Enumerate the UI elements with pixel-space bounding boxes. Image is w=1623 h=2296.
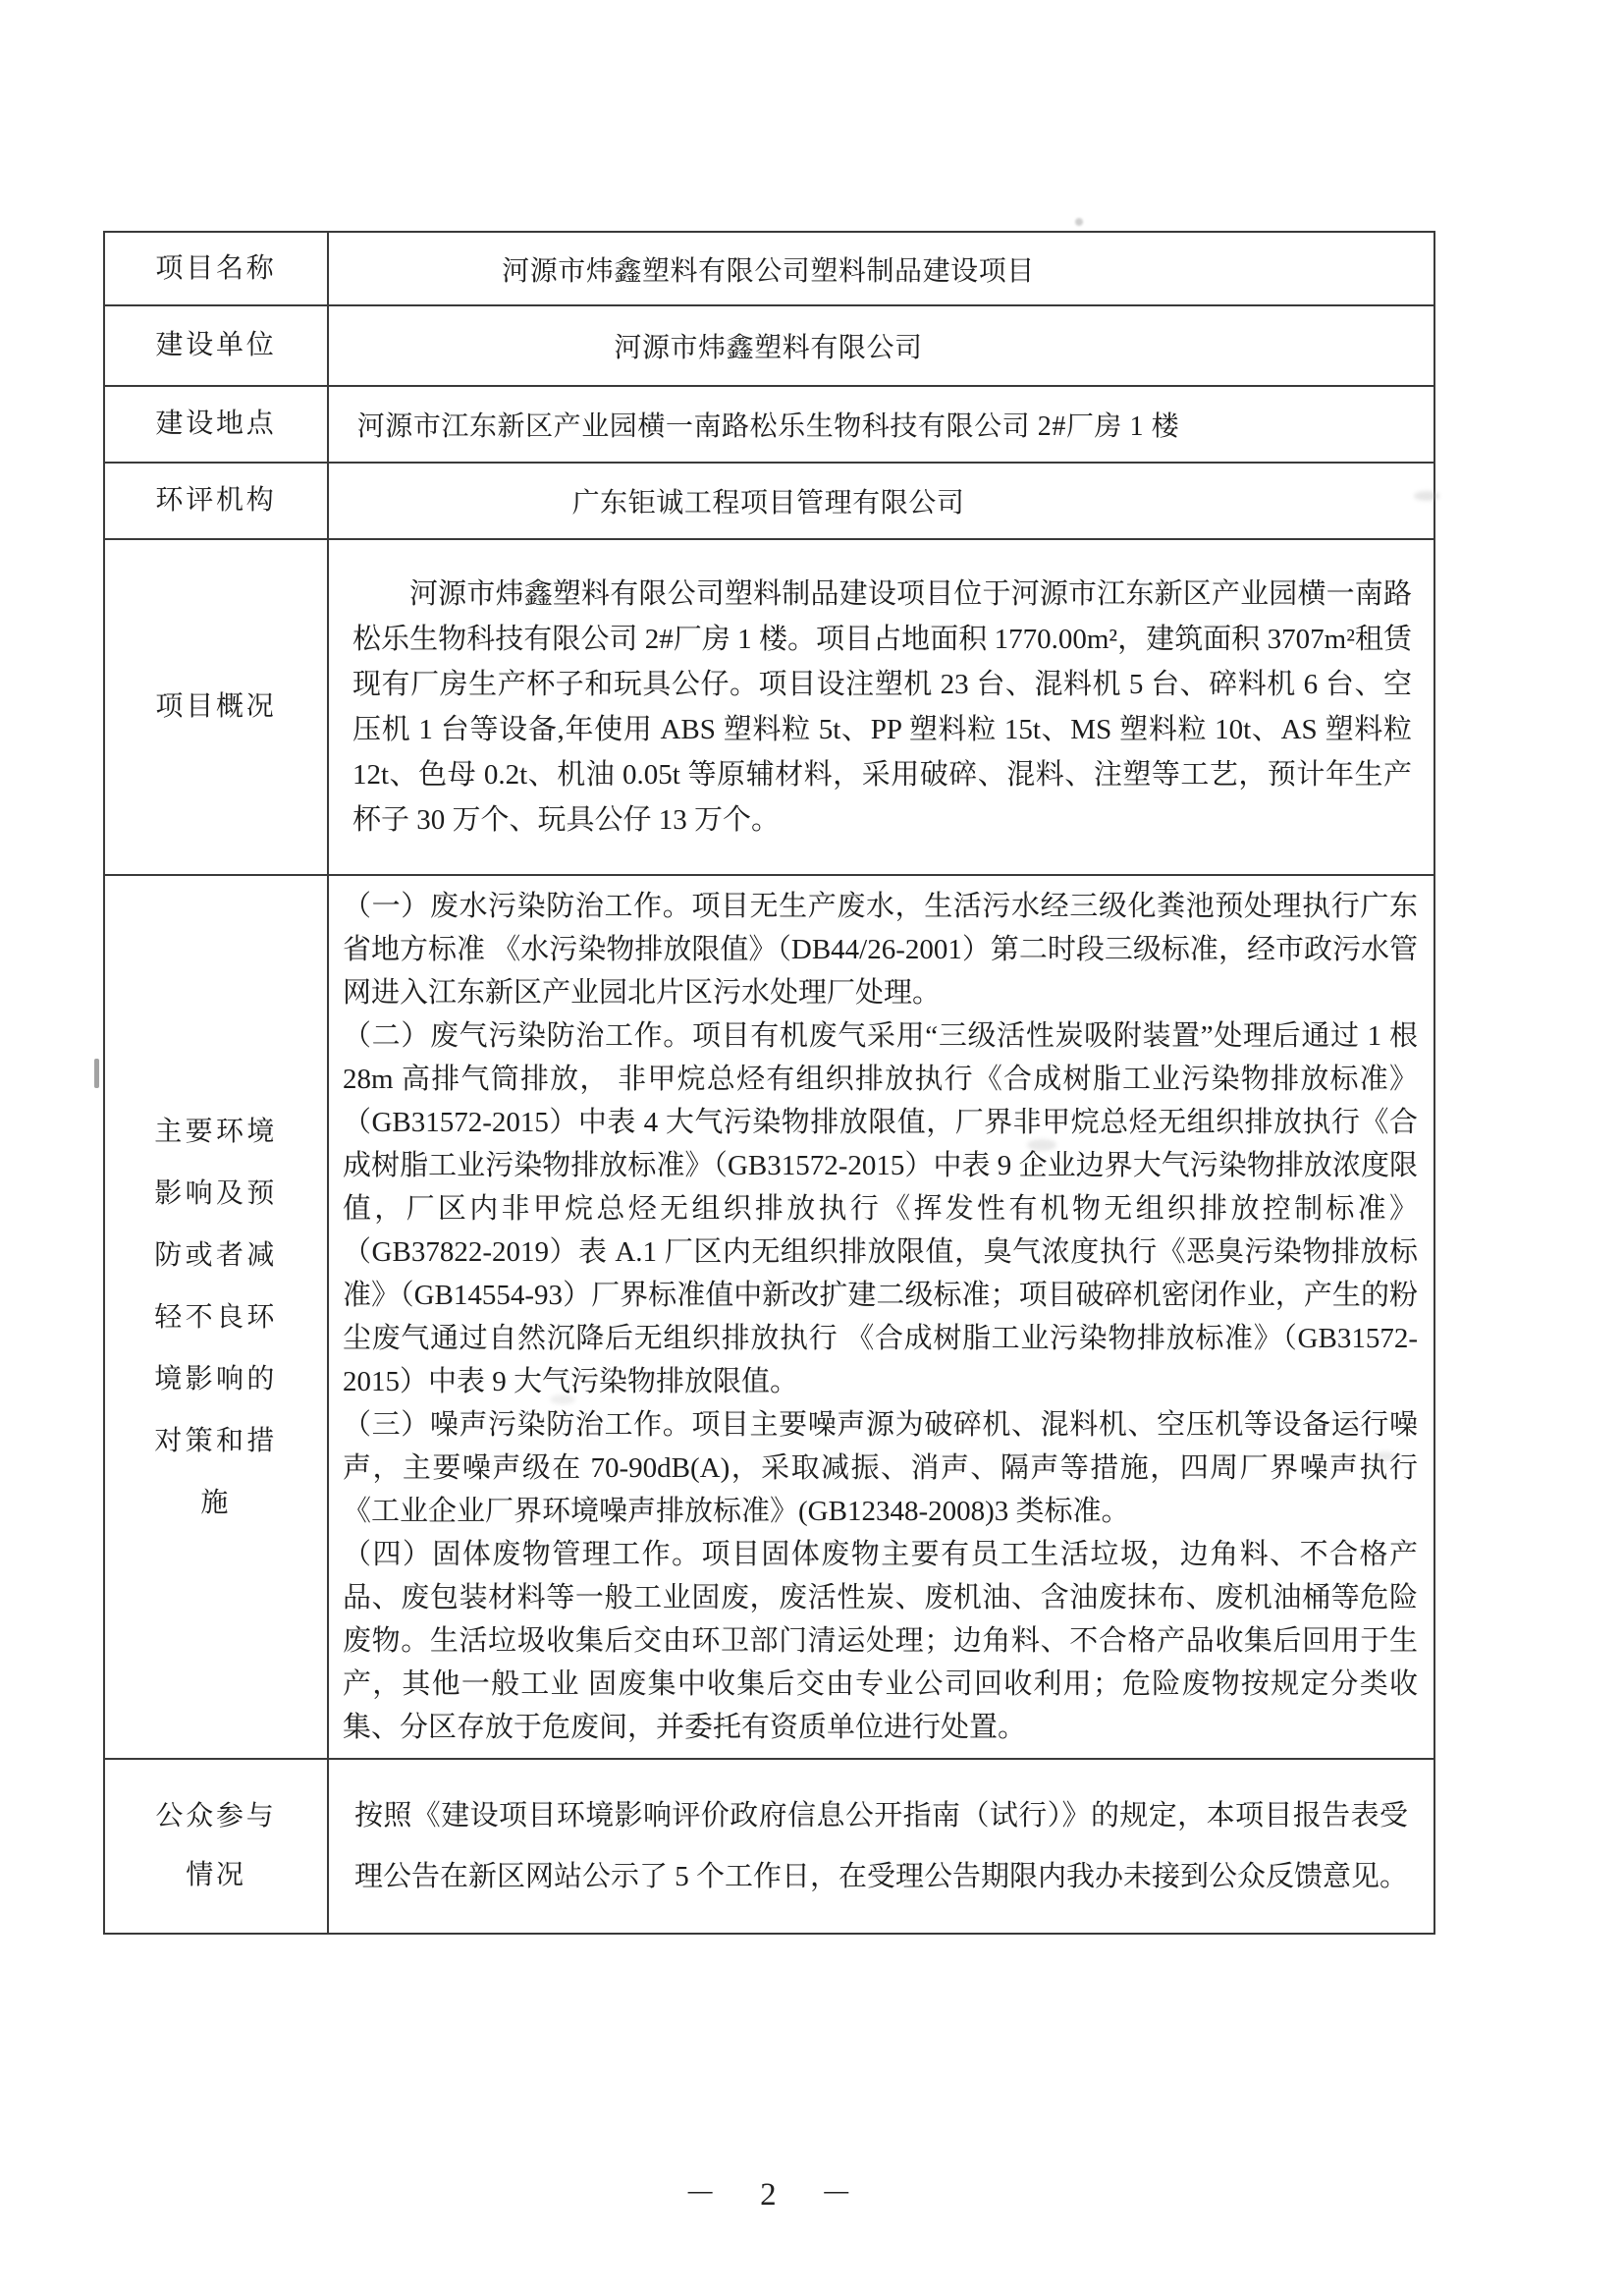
- project-name-value: 河源市炜鑫塑料有限公司塑料制品建设项目: [502, 255, 1035, 287]
- project-overview-label: 项目概况: [155, 691, 277, 723]
- eia-agency-label: 环评机构: [155, 485, 277, 517]
- row-construction-unit: [105, 306, 1434, 387]
- project-name-value-cell: [329, 233, 1434, 304]
- construction-site-value: 河源市江东新区产业园横一南路松乐生物科技有限公司 2#厂房 1 楼: [356, 411, 1180, 442]
- project-name-label: 项目名称: [155, 252, 277, 284]
- public-participation-text: 按照《建设项目环境影响评价政府信息公开指南（试行）》的规定，本项目报告表受理公告在新区网站公示了 5 个工作日，在受理公告期限内我办未接到公众反馈意见。: [354, 1800, 1409, 1892]
- construction-unit-value-cell: [329, 306, 1434, 385]
- construction-unit-value: 河源市炜鑫塑料有限公司: [614, 333, 923, 363]
- impact-measures-value-cell: [329, 876, 1434, 1758]
- project-name-label-cell: [105, 233, 329, 304]
- page-number: － 2 －: [683, 2177, 871, 2213]
- public-participation-label: 公众参与情况: [155, 1801, 277, 1890]
- scan-artifact: [94, 1059, 99, 1088]
- row-public-participation: [105, 1760, 1434, 1933]
- impact-measures-label-cell: [105, 876, 329, 1758]
- impact-measures-label: 主要环境影响及预防或者减轻不良环境影响的对策和措施: [154, 1116, 278, 1518]
- public-participation-value-cell: [329, 1760, 1434, 1933]
- scan-artifact: [1075, 218, 1083, 226]
- wastewater-measures-paragraph: （一）废水污染防治工作。项目无生产废水，生活污水经三级化粪池预处理执行广东省地方标准 《水污染物排放限值》（DB44/26-2001）第二时段三级标准，经市政污水管网进入江东新区产业园北片区污水处理厂处理。: [343, 891, 1418, 1009]
- noise-measures-paragraph: （三）噪声污染防治工作。项目主要噪声源为破碎机、混料机、空压机等设备运行噪声，主要噪声级在 70-90dB(A)，采取减振、消声、隔声等措施，四周厂界噪声执行《工业企业厂界环境噪声排放标准》(GB12348-2008)3 类标准。: [343, 1409, 1418, 1527]
- row-construction-site: [105, 387, 1434, 464]
- row-project-overview: [105, 540, 1434, 876]
- project-overview-value-cell: [329, 540, 1434, 874]
- row-impact-measures: [105, 876, 1434, 1760]
- solid-waste-measures-paragraph: （四）固体废物管理工作。项目固体废物主要有员工生活垃圾，边角料、不合格产品、废包装材料等一般工业固废，废活性炭、废机油、含油废抹布、废机油桶等危险废物。生活垃圾收集后交由环卫部门清运处理；边角料、不合格产品收集后回用于生产，其他一般工业 固废集中收集后交由专业公司回收利用；危险废物按规定分类收集、分区存放于危废间，并委托有资质单位进行处置。: [343, 1539, 1418, 1743]
- construction-site-label-cell: [105, 387, 329, 462]
- eia-agency-value: 广东钜诚工程项目管理有限公司: [571, 488, 965, 519]
- construction-unit-label-cell: [105, 306, 329, 385]
- construction-site-label: 建设地点: [155, 409, 277, 440]
- public-participation-label-cell: [105, 1760, 329, 1933]
- construction-unit-label: 建设单位: [155, 330, 277, 361]
- project-overview-label-cell: [105, 540, 329, 874]
- project-overview-text: 河源市炜鑫塑料有限公司塑料制品建设项目位于河源市江东新区产业园横一南路松乐生物科技有限公司 2#厂房 1 楼。项目占地面积 1770.00m²，建筑面积 3707m²租赁现有厂房生产杯子和玩具公仔。项目设注塑机 23 台、混料机 5 台、碎料机 6 台、空压机 1 台等设备,年使用 ABS 塑料粒 5t、PP 塑料粒 15t、MS 塑料粒 10t、AS 塑料粒 12t、色母 0.2t、机油 0.05t 等原辅材料，采用破碎、混料、注塑等工艺，预计年生产杯子 30 万个、玩具公仔 13 万个。: [352, 578, 1412, 836]
- row-eia-agency: [105, 464, 1434, 540]
- construction-site-value-cell: [329, 387, 1434, 462]
- eia-agency-value-cell: [329, 464, 1434, 538]
- row-project-name: [105, 233, 1434, 306]
- exhaust-gas-measures-paragraph: （二）废气污染防治工作。项目有机废气采用“三级活性炭吸附装置”处理后通过 1 根 28m 高排气筒排放， 非甲烷总烃有组织排放执行《合成树脂工业污染物排放标准》（GB31572-2015）中表 4 大气污染物排放限值，厂界非甲烷总烃无组织排放执行《合成树脂工业污染物排放标准》（GB31572-2015）中表 9 企业边界大气污染物排放浓度限值，厂区内非甲烷总烃无组织排放执行《挥发性有机物无组织排放控制标准》 （GB37822-2019）表 A.1 厂区内无组织排放限值，臭气浓度执行《恶臭污染物排放标准》（GB14554-93）厂界标准值中新改扩建二级标准；项目破碎机密闭作业，产生的粉尘废气通过自然沉降后无组织排放执行 《合成树脂工业污染物排放标准》（GB31572-2015）中表 9 大气污染物排放限值。: [343, 1020, 1418, 1397]
- eia-agency-label-cell: [105, 464, 329, 538]
- eia-summary-table: [103, 231, 1435, 1935]
